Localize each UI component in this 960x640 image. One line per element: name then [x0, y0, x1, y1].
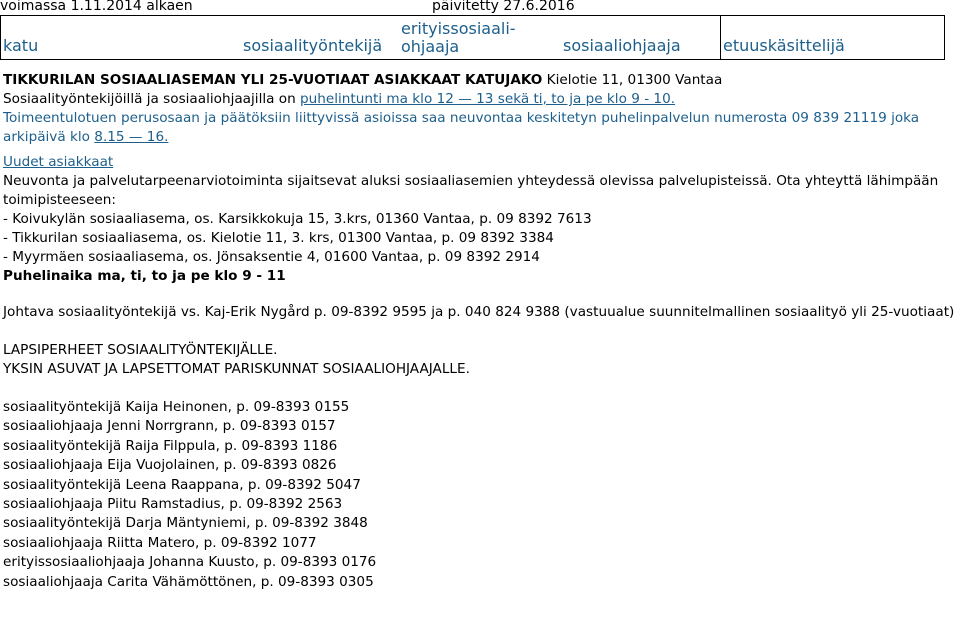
- staff-item: sosiaalityöntekijä Darja Mäntyniemi, p. 09-8392 3848: [3, 515, 368, 532]
- column-label: sosiaalityöntekijä: [243, 36, 383, 55]
- column-katu: [1, 16, 241, 59]
- column-sosiaaliohjaaja: [561, 16, 719, 59]
- column-sosiaalityontekija: [241, 16, 399, 59]
- office-heading: [3, 71, 955, 90]
- table-header: [0, 0, 960, 62]
- staff-item: sosiaalityöntekijä Kaija Heinonen, p. 09-8393 0155: [3, 399, 350, 415]
- lead-worker-text: Johtava sosiaalityöntekijä vs. Kaj-Erik Nygård p. 09-8392 9595 ja p. 040 824 9388 (vastuualue suunnitelmallinen sosiaalityö yli 25-vuotiaat): [3, 304, 955, 320]
- staff-item: sosiaaliohjaaja Eija Vuojolainen, p. 09-8393 0826: [3, 457, 337, 474]
- staff-item: sosiaaliohjaaja Jenni Norrgrann, p. 09-8393 0157: [3, 418, 336, 435]
- new-clients-text: Neuvonta ja palvelutarpeenarviotoiminta sijaitsevat aluksi sosiaaliasemien yhteydessä olevissa palvelupisteissä. Ota yhteyttä lähimpään toimipisteeseen:: [3, 173, 939, 208]
- column-erityissosiaaliohjaaja: [399, 16, 559, 59]
- income-support-hours-text: arkipäivä klo: [3, 129, 95, 145]
- office-address: Kielotie 11, 01300 Vantaa: [546, 72, 723, 88]
- location-item: - Tikkurilan sosiaaliasema, os. Kielotie 11, 3. krs, 01300 Vantaa, p. 09 8392 3384: [3, 230, 554, 246]
- column-label: sosiaaliohjaaja: [563, 36, 681, 55]
- income-support-text: Toimeentulotuen perusosaan ja päätöksiin liittyvissä asioissa saa neuvontaa keskitetyn puhelinpalvelun numerosta 09 839 21119 joka: [3, 110, 920, 126]
- column-label: etuuskäsittelijä: [723, 36, 845, 55]
- phone-info-text: Sosiaalityöntekijöillä ja sosiaaliohjaajilla on: [3, 91, 301, 107]
- updated-text: päivitetty 27.6.2016: [432, 0, 575, 14]
- staff-item: sosiaalityöntekijä Leena Raappana, p. 09-8392 5047: [3, 476, 361, 493]
- family-assignment: LAPSIPERHEET SOSIAALITYÖNTEKIJÄLLE.: [3, 342, 278, 358]
- valid-from-text: voimassa 1.11.2014 alkaen: [0, 0, 193, 14]
- column-label: erityissosiaali-ohjaaja: [401, 19, 516, 56]
- header-columns-box: [0, 15, 945, 60]
- document-body: [3, 71, 955, 592]
- phone-hours: Puhelinaika ma, ti, to ja pe klo 9 - 11: [3, 268, 286, 284]
- phone-hours-link[interactable]: puhelintunti ma klo 12 — 13 sekä ti, to ja pe klo 9 - 10.: [300, 91, 676, 107]
- staff-item: sosiaaliohjaaja Piitu Ramstadius, p. 09-8392 2563: [3, 496, 343, 513]
- column-etuuskasittelija: [720, 16, 944, 59]
- new-clients-heading[interactable]: Uudet asiakkaat: [3, 154, 114, 170]
- staff-item: erityissosiaaliohjaaja Johanna Kuusto, p. 09-8393 0176: [3, 554, 377, 571]
- phone-info: [3, 90, 955, 109]
- income-support-hours-link[interactable]: 8.15 — 16.: [94, 129, 169, 145]
- staff-item: sosiaaliohjaaja Riitta Matero, p. 09-8392 1077: [3, 534, 317, 551]
- office-title: TIKKURILAN SOSIAALIASEMAN YLI 25-VUOTIAAT ASIAKKAAT KATUJAKO: [3, 72, 543, 88]
- location-item: - Koivukylän sosiaaliasema, os. Karsikkokuja 15, 3.krs, 01360 Vantaa, p. 09 8392 7613: [3, 211, 592, 227]
- column-label: katu: [3, 36, 39, 55]
- singles-assignment: YKSIN ASUVAT JA LAPSETTOMAT PARISKUNNAT SOSIAALIOHJAAJALLE.: [3, 361, 470, 377]
- staff-item: sosiaalityöntekijä Raija Filppula, p. 09-8393 1186: [3, 437, 338, 454]
- staff-item: sosiaaliohjaaja Carita Vähämöttönen, p. 09-8393 0305: [3, 573, 374, 590]
- income-support-hours: [3, 128, 955, 147]
- location-item: - Myyrmäen sosiaaliasema, os. Jönsaksentie 4, 01600 Vantaa, p. 09 8392 2914: [3, 249, 540, 265]
